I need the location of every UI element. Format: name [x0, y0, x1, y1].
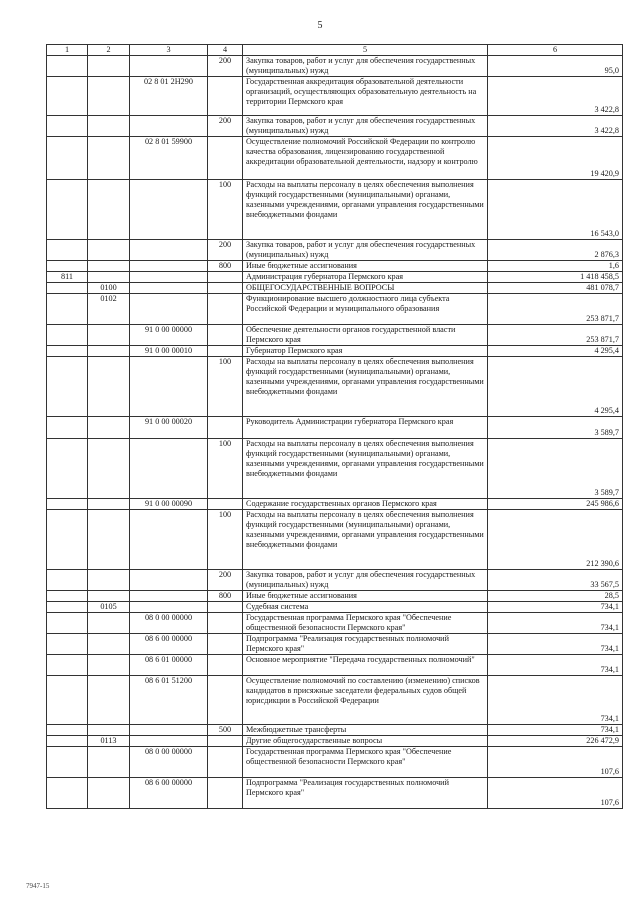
section-code-cell: [88, 655, 130, 676]
admin-code-cell: [47, 240, 88, 261]
document-code: 7947-15: [26, 882, 50, 890]
section-code-cell: [88, 116, 130, 137]
amount-cell: 3 589,7: [488, 439, 623, 499]
section-code-cell: [88, 613, 130, 634]
amount-cell: 1,6: [488, 261, 623, 272]
admin-code-cell: [47, 570, 88, 591]
description-cell: Руководитель Администрации губернатора Пермского края: [243, 417, 488, 439]
description-cell: Расходы на выплаты персоналу в целях обеспечения выполнения функций государственными (муниципальными) органами, казенными учреждениями, органами управления государственными внебюджетными фондами: [243, 357, 488, 417]
expense-type-cell: 200: [208, 240, 243, 261]
amount-cell: 28,5: [488, 591, 623, 602]
table-row: [47, 655, 623, 676]
table-row: [47, 736, 623, 747]
table-row: [47, 325, 623, 346]
admin-code-cell: [47, 655, 88, 676]
section-code-cell: [88, 778, 130, 809]
expense-type-cell: [208, 283, 243, 294]
description-cell: Государственная программа Пермского края "Обеспечение общественной безопасности Пермского края": [243, 747, 488, 778]
table-row: [47, 417, 623, 439]
expense-type-cell: 800: [208, 591, 243, 602]
expense-type-cell: 200: [208, 570, 243, 591]
target-article-cell: [130, 725, 208, 736]
table-row: [47, 240, 623, 261]
section-code-cell: 0105: [88, 602, 130, 613]
section-code-cell: [88, 634, 130, 655]
admin-code-cell: [47, 56, 88, 77]
expense-type-cell: 100: [208, 180, 243, 240]
table-row: [47, 283, 623, 294]
amount-cell: 734,1: [488, 676, 623, 725]
section-code-cell: [88, 137, 130, 180]
amount-cell: 734,1: [488, 634, 623, 655]
column-header: 3: [130, 45, 208, 56]
admin-code-cell: [47, 283, 88, 294]
description-cell: Расходы на выплаты персоналу в целях обеспечения выполнения функций государственными (муниципальными) органами, казенными учреждениями, органами управления государственными внебюджетными фондами: [243, 510, 488, 570]
amount-cell: 245 986,6: [488, 499, 623, 510]
admin-code-cell: [47, 676, 88, 725]
admin-code-cell: 811: [47, 272, 88, 283]
target-article-cell: [130, 283, 208, 294]
section-code-cell: 0100: [88, 283, 130, 294]
amount-cell: 734,1: [488, 602, 623, 613]
admin-code-cell: [47, 736, 88, 747]
table-row: [47, 346, 623, 357]
table-row: [47, 272, 623, 283]
section-code-cell: [88, 325, 130, 346]
expense-type-cell: [208, 634, 243, 655]
admin-code-cell: [47, 357, 88, 417]
target-article-cell: 91 0 00 00090: [130, 499, 208, 510]
target-article-cell: 91 0 00 00010: [130, 346, 208, 357]
description-cell: Основное мероприятие "Передача государственных полномочий": [243, 655, 488, 676]
description-cell: Государственная аккредитация образовательной деятельности организаций, осуществляющих образовательную деятельность на территории Пермского края: [243, 77, 488, 116]
target-article-cell: [130, 570, 208, 591]
expense-type-cell: [208, 602, 243, 613]
table-row: [47, 77, 623, 116]
section-code-cell: [88, 747, 130, 778]
amount-cell: 1 418 458,5: [488, 272, 623, 283]
admin-code-cell: [47, 613, 88, 634]
expense-type-cell: [208, 778, 243, 809]
admin-code-cell: [47, 591, 88, 602]
expense-type-cell: [208, 346, 243, 357]
amount-cell: 253 871,7: [488, 325, 623, 346]
admin-code-cell: [47, 346, 88, 357]
column-header: 6: [488, 45, 623, 56]
table-row: [47, 180, 623, 240]
admin-code-cell: [47, 439, 88, 499]
expense-type-cell: [208, 736, 243, 747]
description-cell: Закупка товаров, работ и услуг для обеспечения государственных (муниципальных) нужд: [243, 116, 488, 137]
amount-cell: 107,6: [488, 778, 623, 809]
target-article-cell: [130, 180, 208, 240]
target-article-cell: [130, 510, 208, 570]
description-cell: Судебная система: [243, 602, 488, 613]
amount-cell: 481 078,7: [488, 283, 623, 294]
table-row: [47, 570, 623, 591]
description-cell: Межбюджетные трансферты: [243, 725, 488, 736]
expense-type-cell: [208, 747, 243, 778]
admin-code-cell: [47, 634, 88, 655]
section-code-cell: [88, 499, 130, 510]
expense-type-cell: 100: [208, 357, 243, 417]
admin-code-cell: [47, 325, 88, 346]
table-row: [47, 499, 623, 510]
admin-code-cell: [47, 725, 88, 736]
description-cell: Закупка товаров, работ и услуг для обеспечения государственных (муниципальных) нужд: [243, 570, 488, 591]
expense-type-cell: 500: [208, 725, 243, 736]
table-row: [47, 602, 623, 613]
target-article-cell: [130, 602, 208, 613]
target-article-cell: [130, 294, 208, 325]
target-article-cell: [130, 736, 208, 747]
table-row: [47, 56, 623, 77]
amount-cell: 2 876,3: [488, 240, 623, 261]
target-article-cell: [130, 240, 208, 261]
admin-code-cell: [47, 602, 88, 613]
table-row: [47, 725, 623, 736]
description-cell: Функционирование высшего должностного лица субъекта Российской Федерации и муниципального образования: [243, 294, 488, 325]
table-row: [47, 613, 623, 634]
section-code-cell: [88, 510, 130, 570]
target-article-cell: 08 0 00 00000: [130, 613, 208, 634]
table-row: [47, 634, 623, 655]
section-code-cell: [88, 357, 130, 417]
amount-cell: 4 295,4: [488, 346, 623, 357]
target-article-cell: 08 6 01 00000: [130, 655, 208, 676]
target-article-cell: 91 0 00 00000: [130, 325, 208, 346]
expense-type-cell: 200: [208, 116, 243, 137]
description-cell: ОБЩЕГОСУДАРСТВЕННЫЕ ВОПРОСЫ: [243, 283, 488, 294]
target-article-cell: 08 0 00 00000: [130, 747, 208, 778]
admin-code-cell: [47, 261, 88, 272]
description-cell: Обеспечение деятельности органов государственной власти Пермского края: [243, 325, 488, 346]
section-code-cell: [88, 261, 130, 272]
target-article-cell: 08 6 00 00000: [130, 634, 208, 655]
table-row: [47, 747, 623, 778]
table-row: [47, 510, 623, 570]
amount-cell: 3 422,8: [488, 77, 623, 116]
target-article-cell: 02 8 01 59900: [130, 137, 208, 180]
expense-type-cell: [208, 294, 243, 325]
admin-code-cell: [47, 499, 88, 510]
description-cell: Закупка товаров, работ и услуг для обеспечения государственных (муниципальных) нужд: [243, 56, 488, 77]
column-header: 1: [47, 45, 88, 56]
table-row: [47, 591, 623, 602]
target-article-cell: [130, 591, 208, 602]
amount-cell: 734,1: [488, 655, 623, 676]
section-code-cell: [88, 591, 130, 602]
section-code-cell: [88, 77, 130, 116]
admin-code-cell: [47, 137, 88, 180]
amount-cell: 95,0: [488, 56, 623, 77]
description-cell: Расходы на выплаты персоналу в целях обеспечения выполнения функций государственными (муниципальными) органами, казенными учреждениями, органами управления государственными внебюджетными фондами: [243, 439, 488, 499]
table-row: [47, 261, 623, 272]
expense-type-cell: 200: [208, 56, 243, 77]
expense-type-cell: [208, 77, 243, 116]
amount-cell: 253 871,7: [488, 294, 623, 325]
table-row: [47, 778, 623, 809]
section-code-cell: [88, 272, 130, 283]
section-code-cell: [88, 570, 130, 591]
section-code-cell: [88, 56, 130, 77]
target-article-cell: 02 8 01 2Н290: [130, 77, 208, 116]
admin-code-cell: [47, 180, 88, 240]
table-row: [47, 137, 623, 180]
amount-cell: 212 390,6: [488, 510, 623, 570]
admin-code-cell: [47, 510, 88, 570]
description-cell: Другие общегосударственные вопросы: [243, 736, 488, 747]
amount-cell: 16 543,0: [488, 180, 623, 240]
target-article-cell: 08 6 01 51200: [130, 676, 208, 725]
description-cell: Иные бюджетные ассигнования: [243, 261, 488, 272]
expense-type-cell: [208, 655, 243, 676]
description-cell: Государственная программа Пермского края "Обеспечение общественной безопасности Пермского края": [243, 613, 488, 634]
amount-cell: 3 422,8: [488, 116, 623, 137]
admin-code-cell: [47, 77, 88, 116]
expense-type-cell: [208, 676, 243, 725]
section-code-cell: [88, 180, 130, 240]
budget-table: [46, 44, 623, 809]
section-code-cell: [88, 439, 130, 499]
amount-cell: 3 589,7: [488, 417, 623, 439]
amount-cell: 19 420,9: [488, 137, 623, 180]
expense-type-cell: 100: [208, 510, 243, 570]
target-article-cell: [130, 439, 208, 499]
section-code-cell: [88, 346, 130, 357]
admin-code-cell: [47, 747, 88, 778]
description-cell: Закупка товаров, работ и услуг для обеспечения государственных (муниципальных) нужд: [243, 240, 488, 261]
amount-cell: 4 295,4: [488, 357, 623, 417]
expense-type-cell: [208, 499, 243, 510]
description-cell: Содержание государственных органов Пермского края: [243, 499, 488, 510]
amount-cell: 734,1: [488, 613, 623, 634]
target-article-cell: 08 6 00 00000: [130, 778, 208, 809]
target-article-cell: [130, 357, 208, 417]
admin-code-cell: [47, 294, 88, 325]
expense-type-cell: [208, 272, 243, 283]
section-code-cell: [88, 240, 130, 261]
section-code-cell: [88, 417, 130, 439]
target-article-cell: [130, 272, 208, 283]
expense-type-cell: 800: [208, 261, 243, 272]
section-code-cell: 0113: [88, 736, 130, 747]
table-row: [47, 357, 623, 417]
amount-cell: 107,6: [488, 747, 623, 778]
admin-code-cell: [47, 116, 88, 137]
amount-cell: 33 567,5: [488, 570, 623, 591]
target-article-cell: 91 0 00 00020: [130, 417, 208, 439]
amount-cell: 734,1: [488, 725, 623, 736]
column-header: 5: [243, 45, 488, 56]
admin-code-cell: [47, 417, 88, 439]
target-article-cell: [130, 116, 208, 137]
column-header: 2: [88, 45, 130, 56]
expense-type-cell: [208, 613, 243, 634]
column-number-row: [47, 45, 623, 56]
section-code-cell: [88, 725, 130, 736]
section-code-cell: 0102: [88, 294, 130, 325]
description-cell: Расходы на выплаты персоналу в целях обеспечения выполнения функций государственными (муниципальными) органами, казенными учреждениями, органами управления государственными внебюджетными фондами: [243, 180, 488, 240]
table-row: [47, 676, 623, 725]
expense-type-cell: [208, 137, 243, 180]
description-cell: Подпрограмма "Реализация государственных полномочий Пермского края": [243, 634, 488, 655]
description-cell: Осуществление полномочий Российской Федерации по контролю качества образования, лицензированию государственной аккредитации образовательной деятельности, надзору и контролю: [243, 137, 488, 180]
page-number: 5: [317, 20, 323, 31]
expense-type-cell: [208, 325, 243, 346]
description-cell: Осуществление полномочий по составлению (изменению) списков кандидатов в присяжные заседатели федеральных судов общей юрисдикции в Российской Федерации: [243, 676, 488, 725]
table-row: [47, 439, 623, 499]
section-code-cell: [88, 676, 130, 725]
table-row: [47, 116, 623, 137]
description-cell: Губернатор Пермского края: [243, 346, 488, 357]
description-cell: Подпрограмма "Реализация государственных полномочий Пермского края": [243, 778, 488, 809]
expense-type-cell: [208, 417, 243, 439]
target-article-cell: [130, 56, 208, 77]
admin-code-cell: [47, 778, 88, 809]
column-header: 4: [208, 45, 243, 56]
description-cell: Иные бюджетные ассигнования: [243, 591, 488, 602]
amount-cell: 226 472,9: [488, 736, 623, 747]
table-row: [47, 294, 623, 325]
target-article-cell: [130, 261, 208, 272]
expense-type-cell: 100: [208, 439, 243, 499]
description-cell: Администрация губернатора Пермского края: [243, 272, 488, 283]
